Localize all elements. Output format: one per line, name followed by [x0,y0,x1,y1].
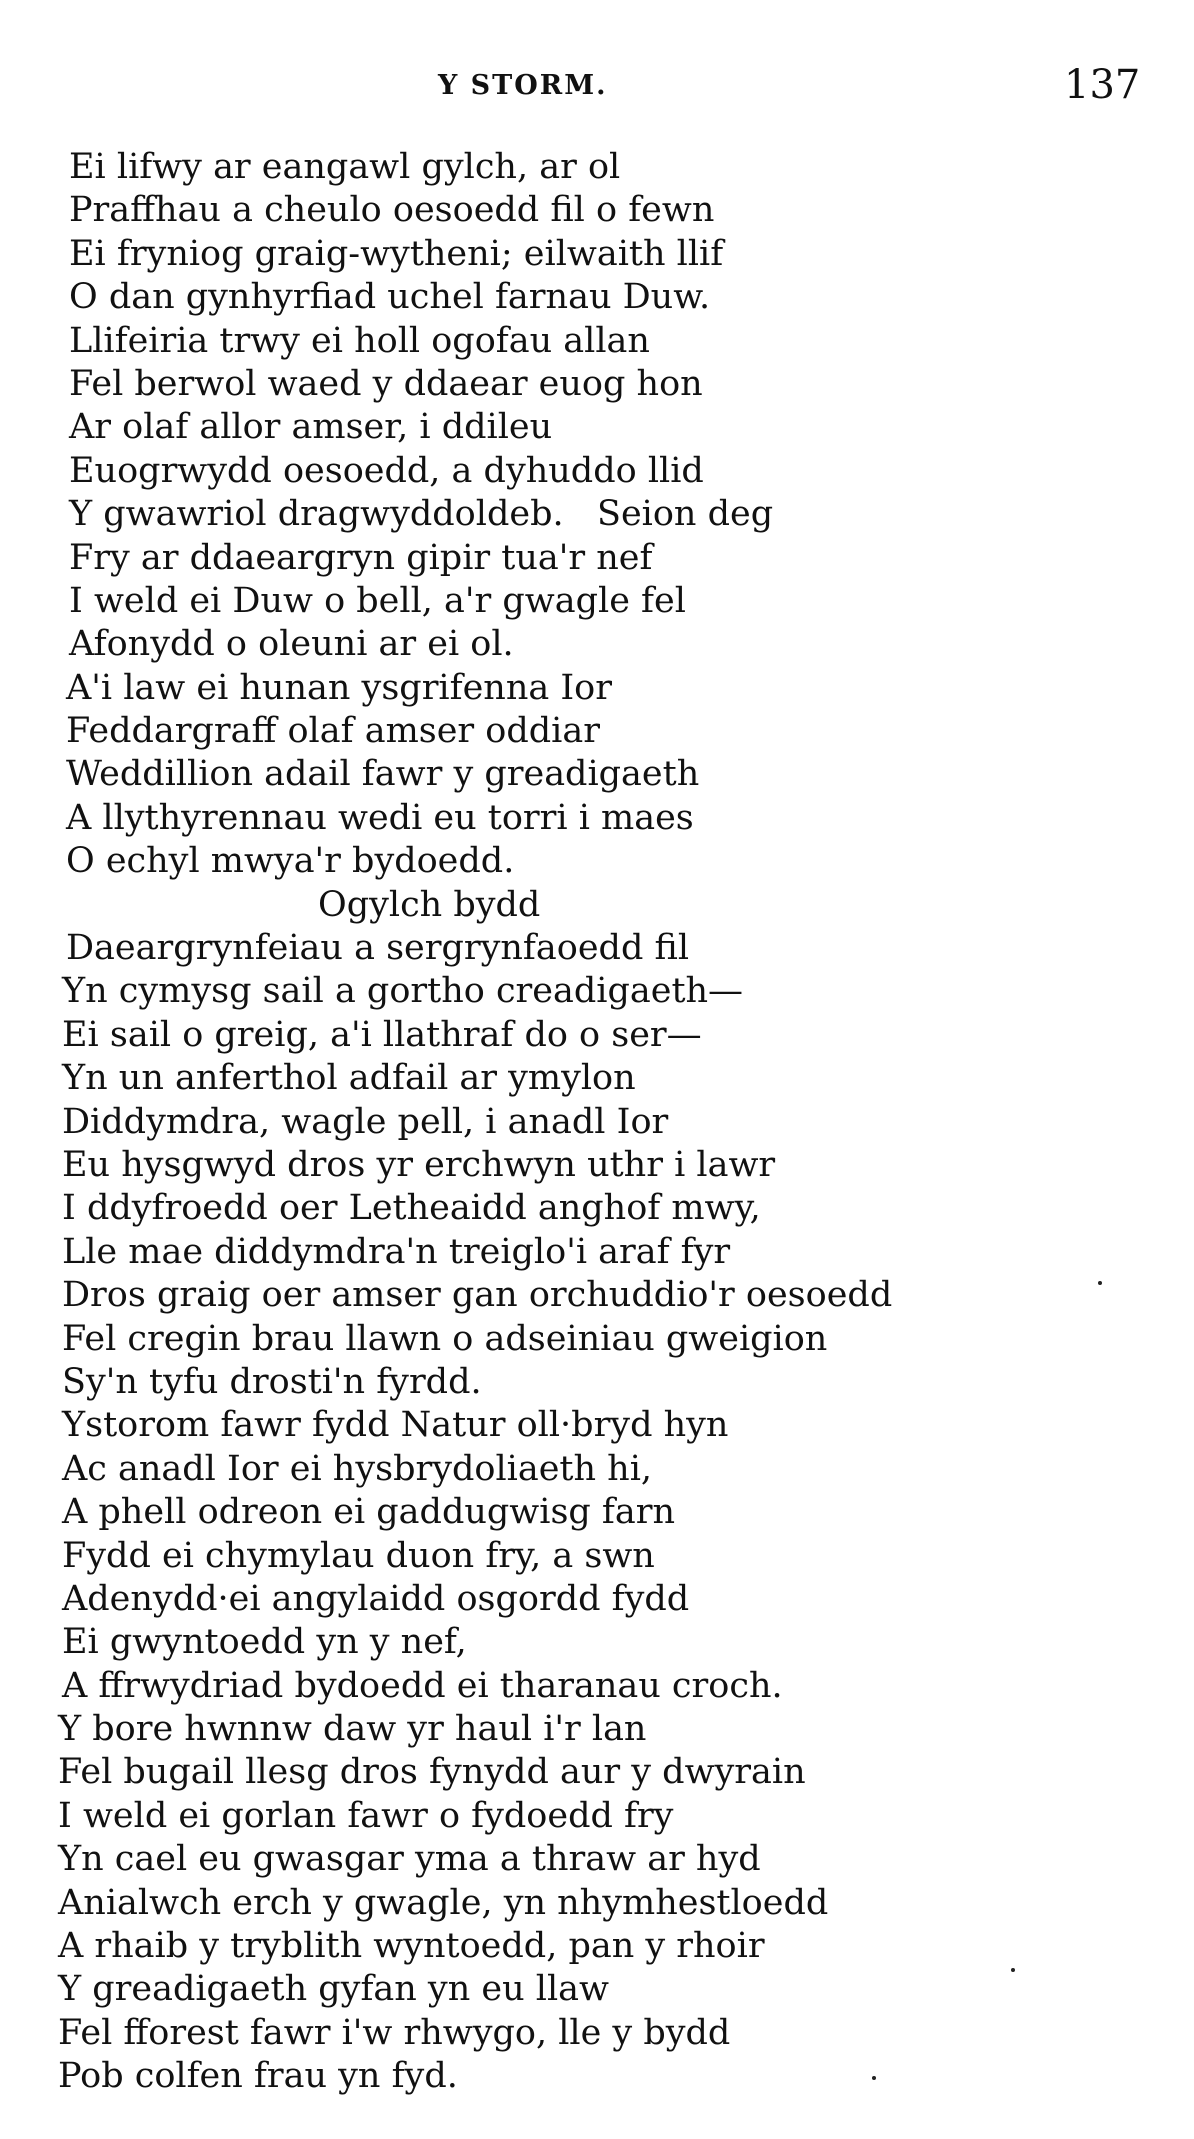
verse-line: Sy'n tyfu drosti'n fyrdd. [62,1361,482,1402]
running-head [0,62,1194,112]
verse-line: Diddymdra, wagle pell, i anadl Ior [62,1101,669,1142]
verse-line: Fel bugail llesg dros fynydd aur y dwyrain [58,1752,806,1793]
verse-line: Llifeiria trwy ei holl ogofau allan [69,320,650,361]
verse-line: Euogrwydd oesoedd, a dyhuddo llid [69,450,704,491]
verse-line: Yn un anferthol adfail ar ymylon [62,1058,636,1099]
verse-line: Y gwawriol dragwyddoldeb. Seion deg [69,494,774,535]
verse-line: O echyl mwya'r bydoedd. [66,841,515,882]
verse-line: Y bore hwnnw daw yr haul i'r lan [58,1709,647,1750]
verse-line: Dros graig oer amser gan orchuddio'r oesoedd [62,1275,893,1316]
verse-line: Daeargrynfeiau a sergrynfaoedd fil [66,928,690,969]
verse-line: Yn cymysg sail a gortho creadigaeth— [62,971,744,1012]
verse-line: Anialwch erch y gwagle, yn nhymhestloedd [58,1882,829,1923]
verse-line: I weld ei gorlan fawr o fydoedd fry [58,1795,674,1836]
verse-line: A ffrwydriad bydoedd ei tharanau croch. [62,1665,783,1706]
verse-line: Ac anadl Ior ei hysbrydoliaeth hi, [62,1448,653,1489]
verse-line: Fel fforest fawr i'w rhwygo, lle y bydd [58,2012,731,2053]
print-speck [1098,1281,1102,1285]
verse-line: Pob colfen frau yn fyd. [58,2056,458,2097]
verse-line: Yn cael eu gwasgar yma a thraw ar hyd [58,1839,761,1880]
verse-line: Ei lifwy ar eangawl gylch, ar ol [69,147,621,187]
running-title: Y STORM. [438,70,608,101]
verse-line: Y greadigaeth gyfan yn eu llaw [58,1969,609,2010]
verse-line: Afonydd o oleuni ar ei ol. [69,624,514,665]
page-number: 137 [1064,62,1141,108]
verse-line: Fel berwol waed y ddaear euog hon [69,363,703,404]
verse-line: Praffhau a cheulo oesoedd fil o fewn [69,190,715,231]
verse-line: Fry ar ddaeargryn gipir tua'r nef [69,537,653,578]
verse-line-indented: Ogylch bydd [318,884,541,925]
verse-line: Adenydd·ei angylaidd osgordd fydd [62,1578,690,1619]
verse-line: A llythyrennau wedi eu torri i maes [66,797,694,838]
verse-line: Ei sail o greig, a'i llathraf do o ser— [62,1014,702,1055]
verse-line: O dan gynhyrfiad uchel farnau Duw. [69,277,711,318]
verse-line: Ar olaf allor amser, i ddileu [69,407,553,448]
verse-line: Fel cregin brau llawn o adseiniau gweigion [62,1318,828,1359]
verse-line: Fydd ei chymylau duon fry, a swn [62,1535,655,1576]
verse-line: A rhaib y tryblith wyntoedd, pan y rhoir [58,1926,765,1967]
verse-line: Lle mae diddymdra'n treiglo'i araf fyr [62,1231,731,1272]
verse-line: I ddyfroedd oer Letheaidd anghof mwy, [62,1188,761,1229]
verse-line: Weddillion adail fawr y greadigaeth [66,754,700,795]
verse-line: Ystorom fawr fydd Natur oll·bryd hyn [62,1405,729,1446]
verse-line: Eu hysgwyd dros yr erchwyn uthr i lawr [62,1144,776,1185]
verse-line: A'i law ei hunan ysgrifenna Ior [66,667,612,708]
verse-line: A phell odreon ei gaddugwisg farn [62,1492,676,1533]
print-speck [1011,1968,1015,1972]
verse-line: I weld ei Duw o bell, a'r gwagle fel [69,580,686,621]
verse-line: Feddargraff olaf amser oddiar [66,711,600,752]
verse-line: Ei gwyntoedd yn y nef, [62,1622,467,1663]
print-speck [872,2076,876,2080]
poem-text [0,146,1194,2099]
verse-line: Ei fryniog graig-wytheni; eilwaith llif [69,233,724,274]
